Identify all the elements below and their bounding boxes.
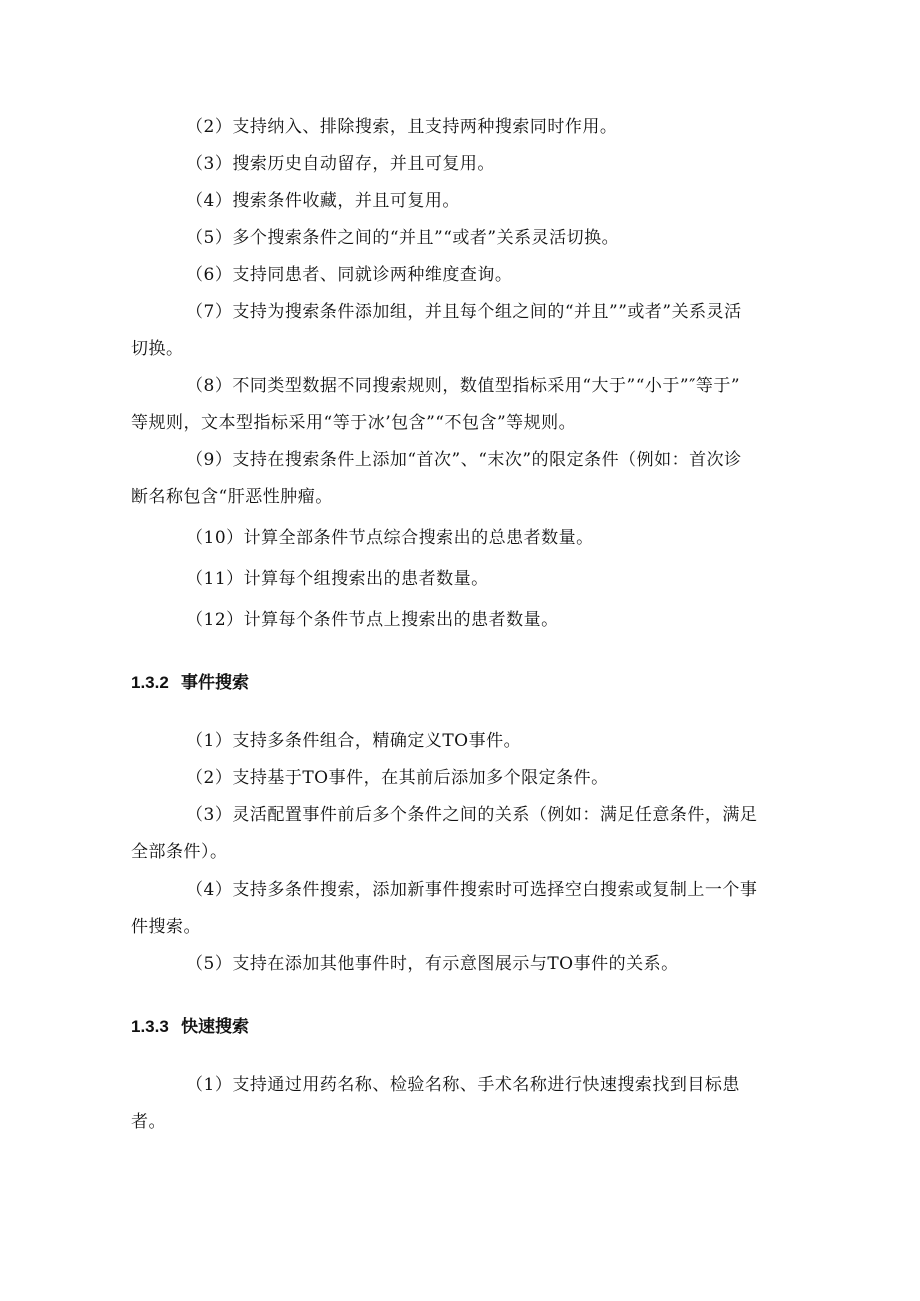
list-item: （7）支持为搜索条件添加组，并且每个组之间的“并且””或者”关系灵活 xyxy=(186,302,742,322)
list-item: （6）支持同患者、同就诊两种维度查询。 xyxy=(186,265,513,285)
list-item-continuation: 切换。 xyxy=(131,339,184,359)
list-item-continuation: 等规则，文本型指标采用“等于冰’包含”“不包含”等规则。 xyxy=(131,413,577,433)
list-item: （3）搜索历史自动留存，并且可复用。 xyxy=(186,154,495,174)
list-item: （5）支持在添加其他事件时，有示意图展示与TO事件的关系。 xyxy=(186,954,679,974)
section-title: 事件搜索 xyxy=(181,673,249,692)
list-item: （9）支持在搜索条件上添加“首次”、“末次”的限定条件（例如：首次诊 xyxy=(186,450,742,470)
list-item: （10）计算全部条件节点综合搜索出的总患者数量。 xyxy=(186,528,594,548)
section-heading-1-3-3 xyxy=(131,1015,249,1039)
list-item: （5）多个搜索条件之间的“并且”“或者”关系灵活切换。 xyxy=(186,228,620,248)
list-item-continuation: 者。 xyxy=(131,1112,166,1132)
list-item-continuation: 断名称包含“肝恶性肿瘤。 xyxy=(131,487,333,507)
section-title: 快速搜索 xyxy=(181,1017,249,1036)
list-item-continuation: 全部条件）。 xyxy=(131,842,228,862)
list-item: （3）灵活配置事件前后多个条件之间的关系（例如：满足任意条件，满足 xyxy=(186,805,758,825)
list-item: （12）计算每个条件节点上搜索出的患者数量。 xyxy=(186,610,559,630)
list-item: （4）支持多条件搜索，添加新事件搜索时可选择空白搜索或复制上一个事 xyxy=(186,880,758,900)
list-item: （1）支持通过用药名称、检验名称、手术名称进行快速搜索找到目标患 xyxy=(186,1075,740,1095)
section-number: 1.3.3 xyxy=(131,1017,169,1036)
list-item: （8）不同类型数据不同搜索规则，数值型指标采用“大于”“小于”″等于” xyxy=(186,376,741,396)
list-item: （4）搜索条件收藏，并且可复用。 xyxy=(186,191,460,211)
list-item: （2）支持基于TO事件，在其前后添加多个限定条件。 xyxy=(186,768,609,788)
section-number: 1.3.2 xyxy=(131,673,169,692)
list-item: （11）计算每个组搜索出的患者数量。 xyxy=(186,569,489,589)
list-item-continuation: 件搜索。 xyxy=(131,917,201,937)
list-item: （2）支持纳入、排除搜索，且支持两种搜索同时作用。 xyxy=(186,117,618,137)
section-heading-1-3-2 xyxy=(131,671,249,695)
list-item: （1）支持多条件组合，精确定义TO事件。 xyxy=(186,731,522,751)
